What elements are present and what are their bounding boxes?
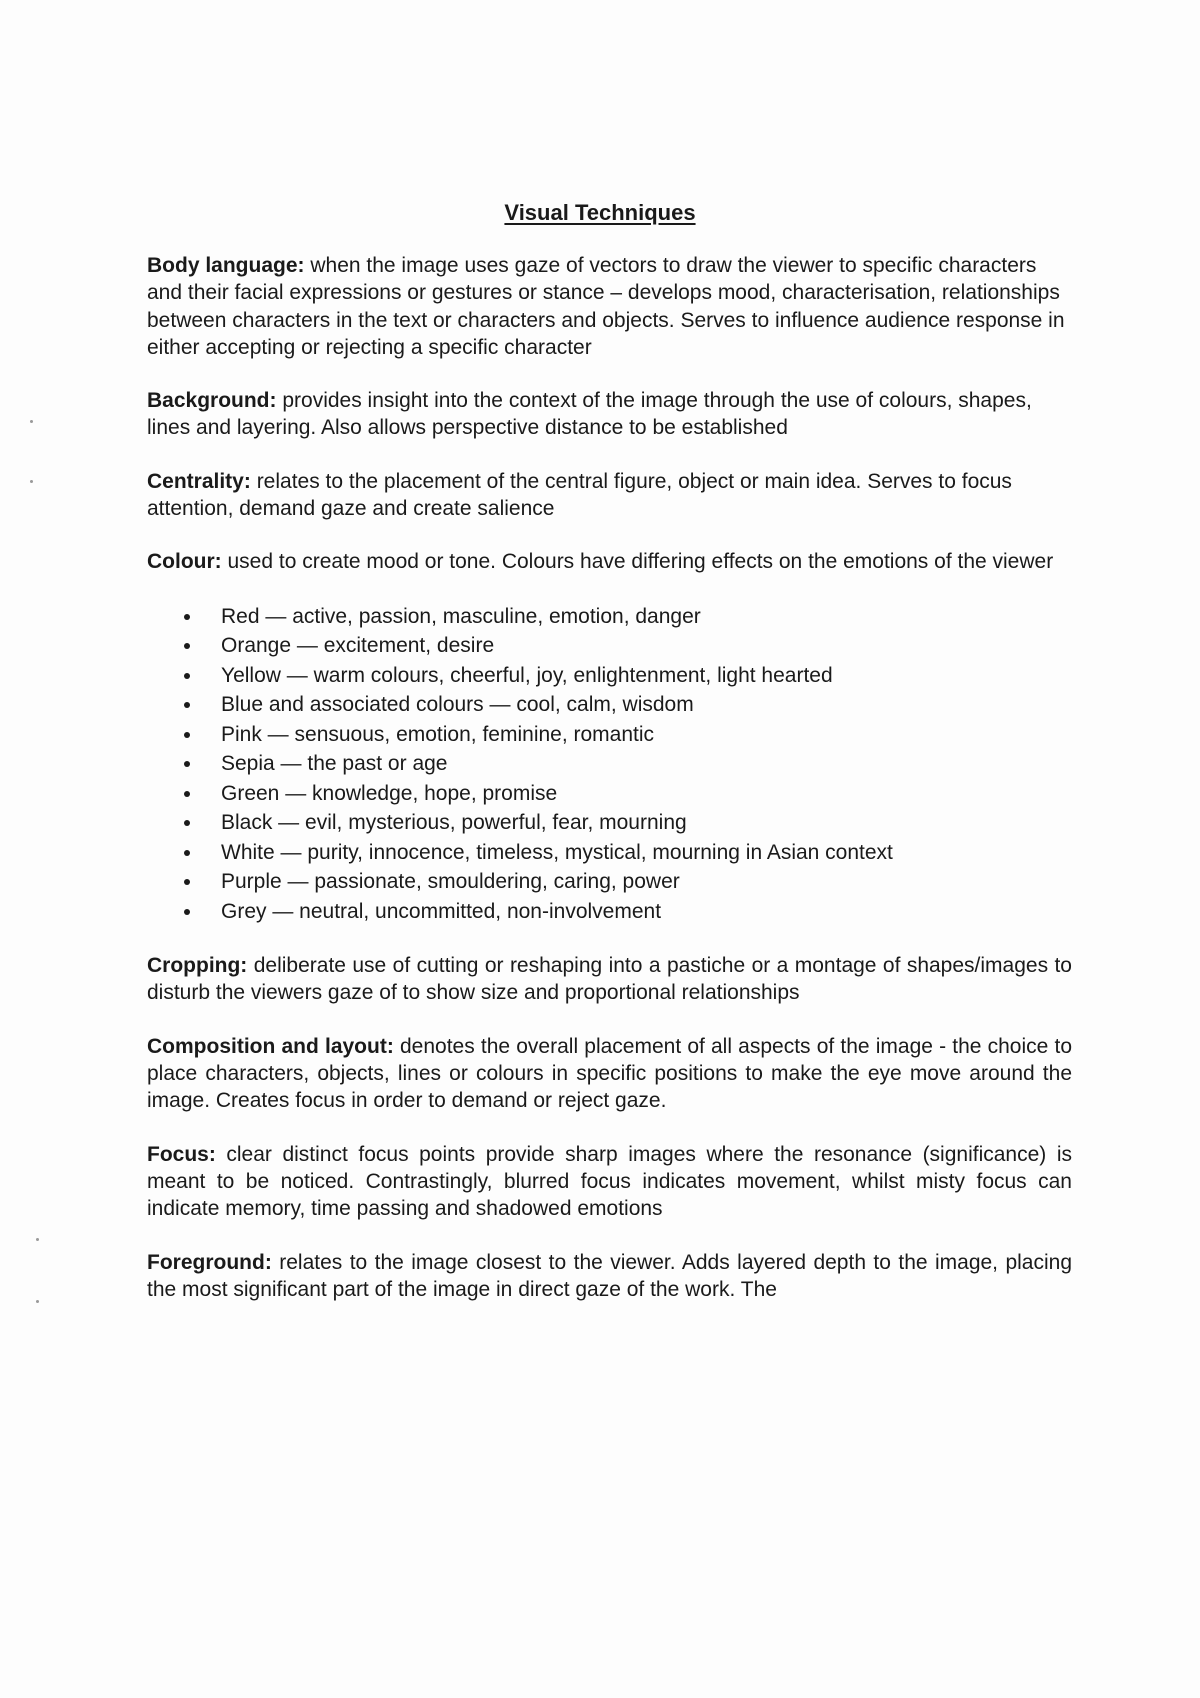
section-centrality xyxy=(147,468,1072,523)
bullet-icon xyxy=(184,643,190,649)
scan-speck xyxy=(36,1300,39,1303)
term-definition: used to create mood or tone. Colours have differing effects on the emotions of the viewer xyxy=(221,550,1054,574)
term-definition: relates to the placement of the central figure, object or main idea. Serves to focus attention, demand gaze and create salience xyxy=(147,469,1012,521)
term-label: Focus: xyxy=(147,1142,216,1166)
list-item: Sepia — the past or age xyxy=(147,749,1072,779)
term-definition: denotes the overall placement of all aspects of the image - the choice to place characters, objects, lines or colours in specific positions to make the eye move around the image. Creates focus in order to demand or reject gaze. xyxy=(147,1034,1073,1113)
scan-speck xyxy=(30,480,33,483)
list-item: Pink — sensuous, emotion, feminine, romantic xyxy=(147,720,1072,750)
bullet-icon xyxy=(184,909,190,915)
section-body-language xyxy=(147,252,1072,361)
bullet-icon xyxy=(184,850,190,856)
term-definition: when the image uses gaze of vectors to draw the viewer to specific characters and their facial expressions or gestures or stance – develops mood, characterisation, relationships between characters in the text or characters and objects. Serves to influence audience response in either accepting or rejecting a specific character xyxy=(147,254,1065,359)
term-label: Centrality: xyxy=(147,469,251,493)
section-focus xyxy=(147,1141,1072,1223)
term-definition: relates to the image closest to the viewer. Adds layered depth to the image, placing the most significant part of the image in direct gaze of the work. The xyxy=(147,1250,1072,1301)
section-colour xyxy=(147,548,1072,575)
term-definition: provides insight into the context of the image through the use of colours, shapes, lines and layering. Also allows perspective distance to be established xyxy=(147,389,1032,440)
list-item: Green — knowledge, hope, promise xyxy=(147,779,1072,809)
scan-speck xyxy=(30,420,33,423)
list-item: White — purity, innocence, timeless, mystical, mourning in Asian context xyxy=(147,838,1072,868)
bullet-icon xyxy=(184,791,190,797)
list-item: Black — evil, mysterious, powerful, fear, mourning xyxy=(147,808,1072,838)
term-label: Background: xyxy=(147,389,277,413)
term-label: Body language: xyxy=(147,254,305,277)
term-label: Colour: xyxy=(147,550,222,574)
section-cropping xyxy=(147,952,1072,1007)
term-label: Cropping: xyxy=(147,954,248,978)
list-item: Orange — excitement, desire xyxy=(147,631,1072,661)
term-label: Foreground: xyxy=(147,1250,272,1274)
list-item: Red — active, passion, masculine, emotion, danger xyxy=(147,602,1072,632)
term-definition: deliberate use of cutting or reshaping into a pastiche or a montage of shapes/images to disturb the viewers gaze of to show size and proportional relationships xyxy=(147,954,1072,1005)
bullet-icon xyxy=(184,673,190,679)
section-background xyxy=(147,387,1072,442)
bullet-icon xyxy=(184,702,190,708)
colour-list xyxy=(147,602,1072,927)
document-body xyxy=(147,252,1072,1303)
section-composition xyxy=(147,1033,1072,1115)
document-title: Visual Techniques xyxy=(504,200,696,225)
list-item: Yellow — warm colours, cheerful, joy, enlightenment, light hearted xyxy=(147,661,1072,691)
scan-speck xyxy=(36,1238,39,1241)
term-definition: clear distinct focus points provide sharp images where the resonance (significance) is meant to be noticed. Contrastingly, blurred focus indicates movement, whilst misty focus can indicate memory, time passing and shadowed emotions xyxy=(147,1142,1072,1221)
term-label: Composition and layout: xyxy=(147,1034,394,1058)
bullet-icon xyxy=(184,732,190,738)
list-item: Blue and associated colours — cool, calm, wisdom xyxy=(147,690,1072,720)
bullet-icon xyxy=(184,879,190,885)
section-foreground xyxy=(147,1249,1072,1304)
bullet-icon xyxy=(184,761,190,767)
list-item: Purple — passionate, smouldering, caring, power xyxy=(147,867,1072,897)
bullet-icon xyxy=(184,820,190,826)
list-item: Grey — neutral, uncommitted, non-involvement xyxy=(147,897,1072,927)
bullet-icon xyxy=(184,614,190,620)
